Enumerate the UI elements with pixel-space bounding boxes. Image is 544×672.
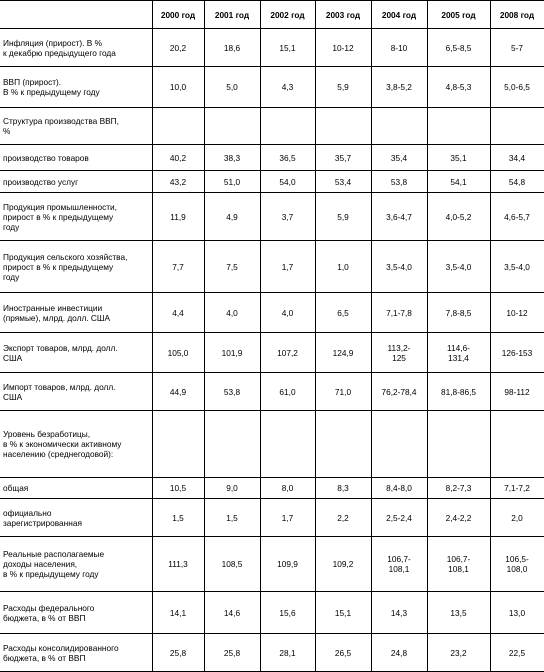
header-row [0, 1, 544, 29]
row-label: Структура производства ВВП, % [0, 108, 152, 145]
value-cell: 14,6 [204, 592, 260, 634]
value-cell: 111,3 [152, 537, 204, 592]
value-cell [315, 108, 371, 145]
value-cell: 10,0 [152, 67, 204, 108]
row-label: производство товаров [0, 145, 152, 171]
table-row [0, 108, 544, 145]
value-cell [371, 411, 427, 478]
value-cell: 11,9 [152, 193, 204, 241]
value-cell: 53,4 [315, 171, 371, 193]
table-row [0, 293, 544, 333]
value-cell: 53,8 [204, 373, 260, 411]
value-cell [490, 108, 544, 145]
value-cell: 20,2 [152, 29, 204, 67]
value-cell [260, 411, 315, 478]
value-cell: 3,8-5,2 [371, 67, 427, 108]
value-cell: 7,8-8,5 [427, 293, 490, 333]
value-cell: 76,2-78,4 [371, 373, 427, 411]
value-cell: 10-12 [315, 29, 371, 67]
value-cell: 38,3 [204, 145, 260, 171]
value-cell: 23,2 [427, 634, 490, 672]
value-cell: 35,4 [371, 145, 427, 171]
value-cell: 4,6-5,7 [490, 193, 544, 241]
row-label: Инфляция (прирост). В % к декабрю предыдущего года [0, 29, 152, 67]
value-cell: 34,4 [490, 145, 544, 171]
table-row [0, 634, 544, 672]
value-cell: 6,5 [315, 293, 371, 333]
value-cell: 106,7- 108,1 [427, 537, 490, 592]
table-row [0, 373, 544, 411]
table-row [0, 193, 544, 241]
row-label: производство услуг [0, 171, 152, 193]
value-cell: 3,5-4,0 [490, 241, 544, 293]
value-cell: 5,9 [315, 67, 371, 108]
value-cell: 36,5 [260, 145, 315, 171]
value-cell: 4,0-5,2 [427, 193, 490, 241]
table-row [0, 537, 544, 592]
table-row [0, 241, 544, 293]
row-label: официально зарегистрированная [0, 499, 152, 537]
value-cell: 1,7 [260, 241, 315, 293]
value-cell: 107,2 [260, 333, 315, 373]
value-cell: 54,0 [260, 171, 315, 193]
value-cell: 8,3 [315, 478, 371, 499]
value-cell: 3,6-4,7 [371, 193, 427, 241]
value-cell: 51,0 [204, 171, 260, 193]
value-cell [315, 411, 371, 478]
value-cell: 7,5 [204, 241, 260, 293]
value-cell: 18,6 [204, 29, 260, 67]
value-cell: 81,8-86,5 [427, 373, 490, 411]
value-cell: 5,0-6,5 [490, 67, 544, 108]
value-cell: 4,0 [204, 293, 260, 333]
value-cell: 5,9 [315, 193, 371, 241]
value-cell: 24,8 [371, 634, 427, 672]
value-cell: 15,1 [315, 592, 371, 634]
table-row [0, 29, 544, 67]
row-label: Продукция промышленности, прирост в % к предыдущему году [0, 193, 152, 241]
value-cell: 108,5 [204, 537, 260, 592]
table-row [0, 145, 544, 171]
year-header: 2004 год [371, 1, 427, 29]
value-cell: 105,0 [152, 333, 204, 373]
year-header: 2003 год [315, 1, 371, 29]
year-header: 2000 год [152, 1, 204, 29]
table-row [0, 411, 544, 478]
value-cell [204, 108, 260, 145]
value-cell: 126-153 [490, 333, 544, 373]
value-cell: 8,0 [260, 478, 315, 499]
value-cell [427, 108, 490, 145]
table-row [0, 592, 544, 634]
value-cell: 1,5 [204, 499, 260, 537]
value-cell: 14,3 [371, 592, 427, 634]
value-cell: 8-10 [371, 29, 427, 67]
value-cell: 3,7 [260, 193, 315, 241]
value-cell: 44,9 [152, 373, 204, 411]
value-cell: 1,7 [260, 499, 315, 537]
value-cell: 7,1-7,8 [371, 293, 427, 333]
value-cell: 7,1-7,2 [490, 478, 544, 499]
value-cell: 54,1 [427, 171, 490, 193]
value-cell: 2,4-2,2 [427, 499, 490, 537]
value-cell: 7,7 [152, 241, 204, 293]
year-header: 2002 год [260, 1, 315, 29]
value-cell: 4,8-5,3 [427, 67, 490, 108]
value-cell: 109,9 [260, 537, 315, 592]
value-cell: 40,2 [152, 145, 204, 171]
value-cell: 35,1 [427, 145, 490, 171]
value-cell: 1,0 [315, 241, 371, 293]
value-cell: 113,2- 125 [371, 333, 427, 373]
value-cell: 22,5 [490, 634, 544, 672]
year-header: 2008 год [490, 1, 544, 29]
value-cell: 8,2-7,3 [427, 478, 490, 499]
row-label: Расходы консолидированного бюджета, в % от ВВП [0, 634, 152, 672]
value-cell [204, 411, 260, 478]
row-label: Экспорт товаров, млрд. долл. США [0, 333, 152, 373]
value-cell: 71,0 [315, 373, 371, 411]
value-cell: 25,8 [204, 634, 260, 672]
value-cell [371, 108, 427, 145]
value-cell: 15,6 [260, 592, 315, 634]
value-cell: 5,0 [204, 67, 260, 108]
value-cell: 2,0 [490, 499, 544, 537]
value-cell: 4,3 [260, 67, 315, 108]
value-cell: 106,5- 108,0 [490, 537, 544, 592]
table-row [0, 333, 544, 373]
value-cell: 53,8 [371, 171, 427, 193]
value-cell [427, 411, 490, 478]
value-cell: 26,5 [315, 634, 371, 672]
value-cell: 43,2 [152, 171, 204, 193]
value-cell: 35,7 [315, 145, 371, 171]
row-label: общая [0, 478, 152, 499]
value-cell [490, 411, 544, 478]
value-cell: 13,5 [427, 592, 490, 634]
header-corner-cell [0, 1, 152, 29]
value-cell: 109,2 [315, 537, 371, 592]
value-cell: 54,8 [490, 171, 544, 193]
row-label: Импорт товаров, млрд. долл. США [0, 373, 152, 411]
year-header: 2001 год [204, 1, 260, 29]
row-label: Расходы федерального бюджета, в % от ВВП [0, 592, 152, 634]
value-cell [260, 108, 315, 145]
value-cell: 61,0 [260, 373, 315, 411]
value-cell: 10-12 [490, 293, 544, 333]
value-cell [152, 108, 204, 145]
value-cell: 13,0 [490, 592, 544, 634]
row-label: Иностранные инвестиции (прямые), млрд. долл. США [0, 293, 152, 333]
value-cell: 3,5-4,0 [371, 241, 427, 293]
value-cell: 9,0 [204, 478, 260, 499]
value-cell: 25,8 [152, 634, 204, 672]
table-row [0, 478, 544, 499]
value-cell: 14,1 [152, 592, 204, 634]
table-row [0, 499, 544, 537]
value-cell: 8,4-8,0 [371, 478, 427, 499]
value-cell: 98-112 [490, 373, 544, 411]
table-row [0, 171, 544, 193]
value-cell: 2,2 [315, 499, 371, 537]
row-label: ВВП (прирост). В % к предыдущему году [0, 67, 152, 108]
value-cell: 106,7- 108,1 [371, 537, 427, 592]
year-header: 2005 год [427, 1, 490, 29]
value-cell: 101,9 [204, 333, 260, 373]
value-cell: 5-7 [490, 29, 544, 67]
value-cell: 15,1 [260, 29, 315, 67]
value-cell: 6,5-8,5 [427, 29, 490, 67]
value-cell: 4,0 [260, 293, 315, 333]
table-row [0, 67, 544, 108]
row-label: Уровень безработицы, в % к экономически активному населению (среднегодовой): [0, 411, 152, 478]
value-cell: 4,9 [204, 193, 260, 241]
value-cell: 124,9 [315, 333, 371, 373]
value-cell: 28,1 [260, 634, 315, 672]
value-cell: 3,5-4,0 [427, 241, 490, 293]
value-cell: 10,5 [152, 478, 204, 499]
value-cell: 4,4 [152, 293, 204, 333]
value-cell: 1,5 [152, 499, 204, 537]
row-label: Реальные располагаемые доходы населения, в % к предыдущему году [0, 537, 152, 592]
value-cell [152, 411, 204, 478]
value-cell: 2,5-2,4 [371, 499, 427, 537]
row-label: Продукция сельского хозяйства, прирост в % к предыдущему году [0, 241, 152, 293]
value-cell: 114,6- 131,4 [427, 333, 490, 373]
